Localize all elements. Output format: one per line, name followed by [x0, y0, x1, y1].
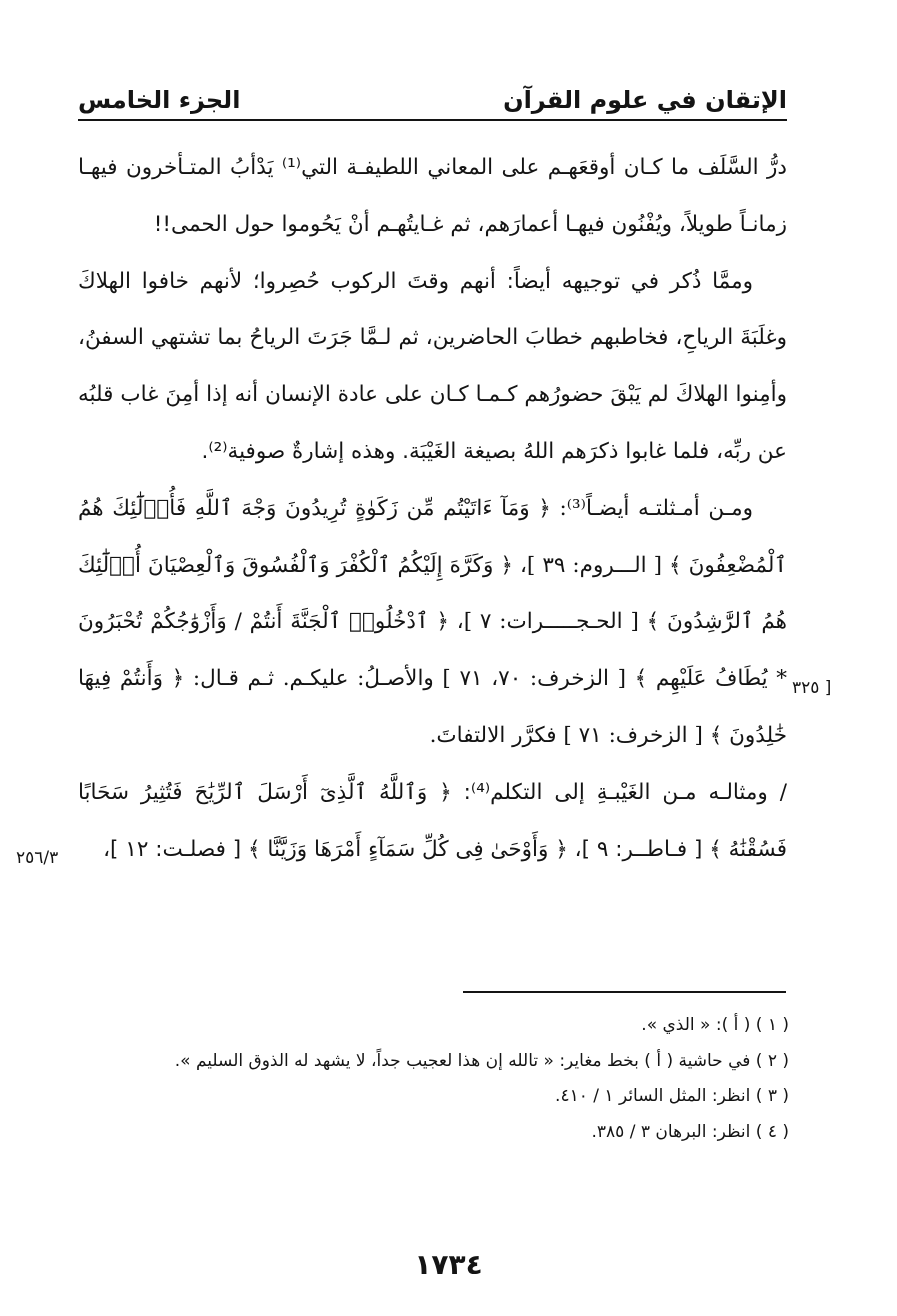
- footnote-2: ( ٢ ) في حاشية ( أ ) بخط مغاير: « تالله إن هذا لعجيب جداً، لا يشهد له الذوق السليم ».: [174, 1050, 789, 1071]
- margin-note-256: ٢٥٦/٣: [16, 848, 59, 868]
- paragraph-4: / ومثالـه مـن الغَيْبـةِ إلى التكلم⁽⁴⁾: ﴿ وَٱللَّهُ ٱلَّذِىٓ أَرْسَلَ ٱلرِّيَٰحَ فَتُثِيرُ سَحَابًا فَسُقْنَٰهُ ﴾ [ فـاطــر: ٩ ]، ﴿ وَأَوْحَىٰ فِى كُلِّ سَمَآءٍ أَمْرَهَا وَزَيَّنَّا ﴾ [ فصلـت: ١٢ ]،: [78, 779, 787, 862]
- main-text: [78, 140, 787, 878]
- paragraph-1: درُّ السَّلَف ما كـان أوقعَهـم على المعاني اللطيفـة التي⁽¹⁾ يَدْأبُ المتـأخرون فيهـا زمانـاً طويلاً، ويُفْنُون فيهـا أعمارَهم، ثم غـايتُهـم أنْ يَحُوموا حول الحمى!!: [78, 155, 787, 237]
- book-title: الإتقان في علوم القرآن: [503, 86, 787, 114]
- header-rule: [78, 119, 787, 121]
- paragraph-2: وممَّا ذُكر في توجيهه أيضاً: أنهم وقتَ الركوب حُصِروا؛ لأنهم خافوا الهلاكَ وغلَبَةَ الرياحِ، فخاطبهم خطابَ الحاضرين، ثم لـمَّا جَرَتَ الرياحُ بما تشتهي السفنُ، وأمِنوا الهلاكَ لم يَبْقَ حضورُهم كـمـا كـان على عادة الإنسان أنه إذا أمِنَ غاب قلبُه عن ربِّه، فلما غابوا ذكرَهم اللهُ بصيغة الغَيْبَة. وهذه إشارةٌ صوفية⁽²⁾.: [78, 268, 787, 464]
- footnote-rule: [463, 991, 786, 993]
- footnote-4: ( ٤ ) انظر: البرهان ٣ / ٣٨٥.: [591, 1121, 789, 1142]
- running-header: [78, 78, 787, 114]
- page-number: ١٧٣٤: [414, 1248, 483, 1281]
- paragraph-3: ومـن أمـثلتـه أيضـاً⁽³⁾: ﴿ وَمَآ ءَاتَيْتُم مِّن زَكَوٰةٍ تُرِيدُونَ وَجْهَ ٱللَّهِ فَأُو۟لَٰٓئِكَ هُمُ ٱلْمُضْعِفُونَ ﴾ [ الـــروم: ٣٩ ]، ﴿ وَكَرَّهَ إِلَيْكُمُ ٱلْكُفْرَ وَٱلْفُسُوقَ وَٱلْعِصْيَانَ أُو۟لَٰٓئِكَ هُمُ ٱلرَّٰشِدُونَ ﴾ [ الحـجـــــرات: ٧ ]، ﴿ ٱدْخُلُوا۟ ٱلْجَنَّةَ أَنتُمْ / وَأَزْوَٰجُكُمْ تُحْبَرُونَ * يُطَافُ عَلَيْهِم ﴾ [ الزخرف: ٧٠، ٧١ ] والأصـلُ: عليكـم. ثـم قـال: ﴿ وَأَنتُمْ فِيهَا خَٰلِدُونَ ﴾ [ الزخرف: ٧١ ] فكرَّر الالتفاتَ.: [78, 495, 787, 748]
- footnote-1: ( ١ ) ( أ ): « الذي ».: [641, 1015, 789, 1035]
- footnote-3: ( ٣ ) انظر: المثل السائر ١ / ٤١٠.: [555, 1086, 789, 1106]
- margin-note-325: [ ٣٢٥: [792, 678, 832, 698]
- footnotes: [78, 1008, 789, 1150]
- volume-label: الجزء الخامس: [78, 86, 241, 114]
